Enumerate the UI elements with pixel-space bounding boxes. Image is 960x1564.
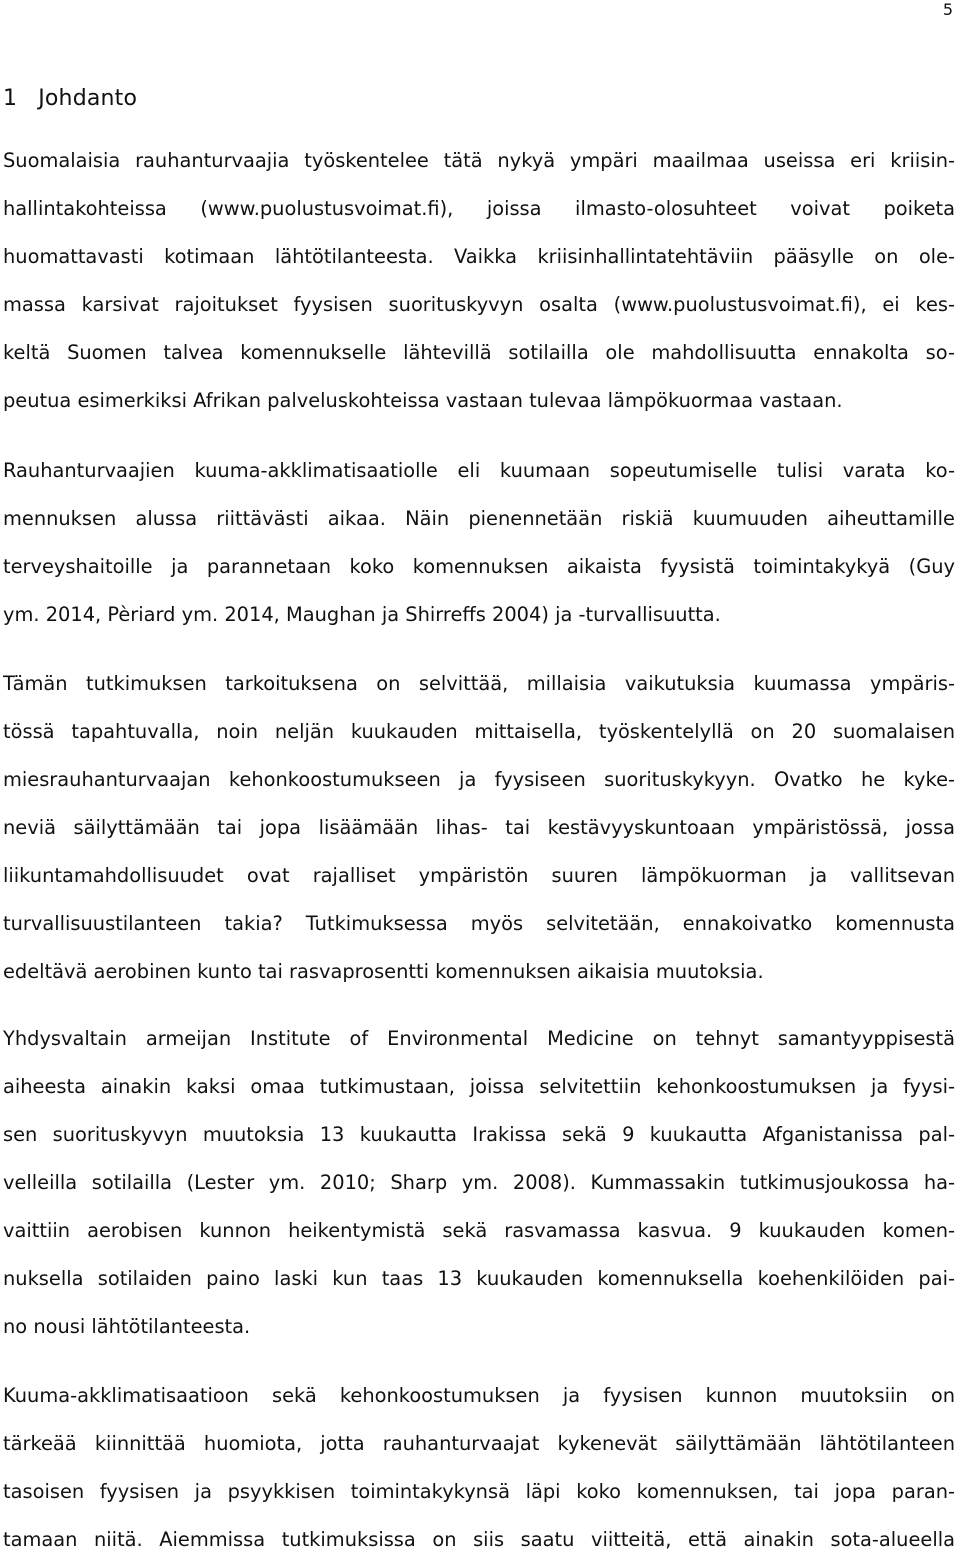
section-title: Johdanto xyxy=(38,86,138,111)
paragraph-1 xyxy=(3,137,955,425)
text-line: hallintakohteissa (www.puolustusvoimat.fi), joissa ilmasto-olosuhteet voivat poiketa xyxy=(3,197,955,220)
section-number: 1 xyxy=(3,86,18,111)
text-line: Suomalaisia rauhanturvaajia työskentelee tätä nykyä ympäri maailmaa useissa eri kriisin- xyxy=(3,149,955,172)
text-line: Rauhanturvaajien kuuma-akklimatisaatiolle eli kuumaan sopeutumiselle tulisi varata ko- xyxy=(3,459,955,482)
paragraph-2 xyxy=(3,447,955,639)
text-line: no nousi lähtötilanteesta. xyxy=(3,1315,251,1338)
paragraph-4 xyxy=(3,1015,955,1351)
text-line: velleilla sotilailla (Lester ym. 2010; Sharp ym. 2008). Kummassakin tutkimusjoukossa ha- xyxy=(3,1171,955,1194)
text-line: huomattavasti kotimaan lähtötilanteesta. Vaikka kriisinhallintatehtäviin pääsylle on ole- xyxy=(3,245,955,268)
text-line: nuksella sotilaiden paino laski kun taas 13 kuukauden komennuksella koehenkilöiden pai- xyxy=(3,1267,955,1290)
text-line: tamaan niitä. Aiemmissa tutkimuksissa on siis saatu viitteitä, että ainakin sota-alueella xyxy=(3,1528,955,1551)
text-line: ym. 2014, Pèriard ym. 2014, Maughan ja Shirreffs 2004) ja -turvallisuutta. xyxy=(3,603,721,626)
text-line: liikuntamahdollisuudet ovat rajalliset ympäristön suuren lämpökuorman ja vallitsevan xyxy=(3,864,955,887)
text-line: peutua esimerkiksi Afrikan palveluskohteissa vastaan tulevaa lämpökuormaa vastaan. xyxy=(3,389,843,412)
text-line: Tämän tutkimuksen tarkoituksena on selvittää, millaisia vaikutuksia kuumassa ympäris- xyxy=(3,672,955,695)
section-heading xyxy=(3,84,137,114)
text-line: neviä säilyttämään tai jopa lisäämään lihas- tai kestävyyskuntoaan ympäristössä, jossa xyxy=(3,816,955,839)
text-line: miesrauhanturvaajan kehonkoostumukseen ja fyysiseen suorituskykyyn. Ovatko he kyke- xyxy=(3,768,955,791)
text-line: tasoisen fyysisen ja psyykkisen toimintakykynsä läpi koko komennuksen, tai jopa paran- xyxy=(3,1480,955,1503)
text-line: aiheesta ainakin kaksi omaa tutkimustaan, joissa selvitettiin kehonkoostumuksen ja fyysi- xyxy=(3,1075,955,1098)
text-line: tärkeää kiinnittää huomiota, jotta rauhanturvaajat kykenevät säilyttämään lähtötilanteen xyxy=(3,1432,955,1455)
paragraph-3 xyxy=(3,660,955,996)
paragraph-5 xyxy=(3,1372,955,1564)
text-line: mennuksen alussa riittävästi aikaa. Näin pienennetään riskiä kuumuuden aiheuttamille xyxy=(3,507,955,530)
page-number: 5 xyxy=(942,0,953,19)
text-line: keltä Suomen talvea komennukselle lähtevillä sotilailla ole mahdollisuutta ennakolta so- xyxy=(3,341,955,364)
text-line: vaittiin aerobisen kunnon heikentymistä sekä rasvamassa kasvua. 9 kuukauden komen- xyxy=(3,1219,955,1242)
text-line: tössä tapahtuvalla, noin neljän kuukauden mittaisella, työskentelyllä on 20 suomalaisen xyxy=(3,720,955,743)
text-line: Kuuma-akklimatisaatioon sekä kehonkoostumuksen ja fyysisen kunnon muutoksiin on xyxy=(3,1384,955,1407)
text-line: edeltävä aerobinen kunto tai rasvaprosentti komennuksen aikaisia muutoksia. xyxy=(3,960,764,983)
text-line: turvallisuustilanteen takia? Tutkimuksessa myös selvitetään, ennakoivatko komennusta xyxy=(3,912,955,935)
text-line: massa karsivat rajoitukset fyysisen suorituskyvyn osalta (www.puolustusvoimat.fi), ei kes- xyxy=(3,293,955,316)
text-line: terveyshaitoille ja parannetaan koko komennuksen aikaista fyysistä toimintakykyä (Guy xyxy=(3,555,955,578)
text-line: sen suorituskyvyn muutoksia 13 kuukautta Irakissa sekä 9 kuukautta Afganistanissa pal- xyxy=(3,1123,955,1146)
text-line: Yhdysvaltain armeijan Institute of Environmental Medicine on tehnyt samantyyppisestä xyxy=(3,1027,955,1050)
